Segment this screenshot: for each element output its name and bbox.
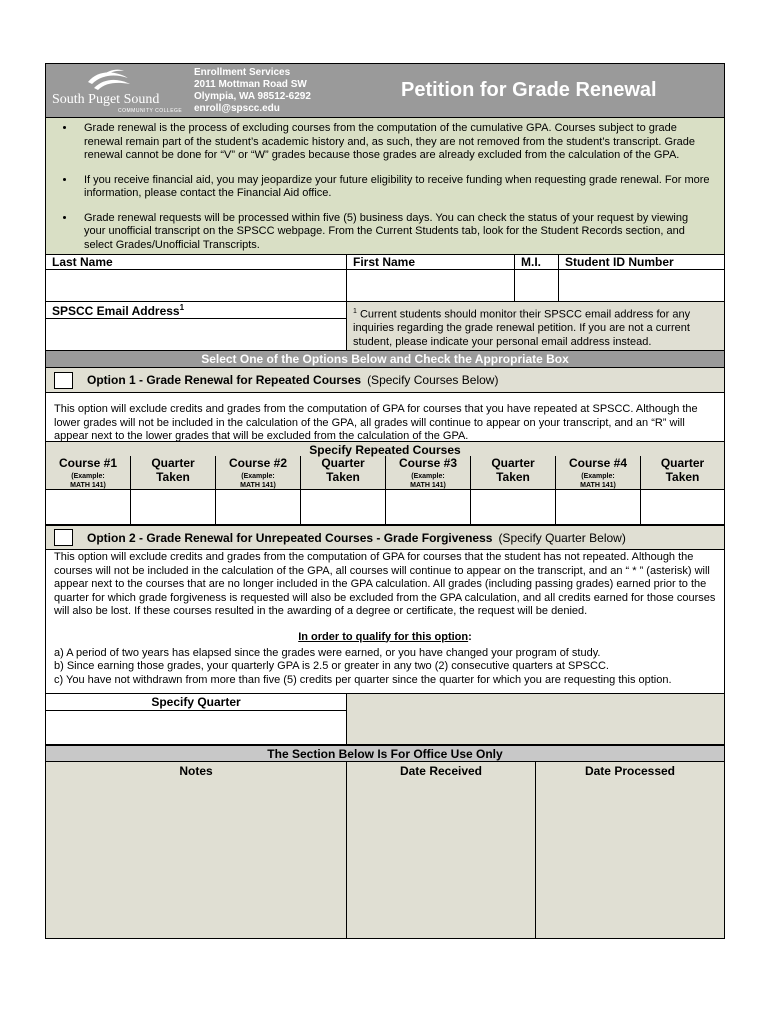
mi-field[interactable]: [515, 270, 559, 301]
option-2-section: [46, 550, 724, 693]
form-title: Petition for Grade Renewal: [401, 79, 657, 101]
quarter-3-header: Quarter Taken: [471, 456, 556, 489]
quarter-4-input[interactable]: [641, 490, 724, 524]
condition-item: b) Since earning those grades, your quarterly GPA is 2.5 or greater in any two (2) consecutive quarters at SPSCC.: [54, 660, 609, 672]
address-line: Olympia, WA 98512-6292: [194, 91, 311, 102]
option-2-checkbox[interactable]: [54, 529, 73, 546]
name-labels-row: [46, 255, 724, 270]
intro-section: [46, 118, 724, 255]
quarter-4-header: Quarter Taken: [660, 456, 705, 484]
grade-renewal-form: [45, 63, 725, 939]
quarter-1-input[interactable]: [131, 490, 216, 524]
option-1-checkbox[interactable]: [54, 372, 73, 389]
course-2-input[interactable]: [216, 490, 301, 524]
intro-bullet: • Grade renewal requests will be processed within five (5) business days. You can check the status of your request by viewing your unofficial transcript on the SPSCC webpage. From the Current Students tab, look for the Student Records section, and select Grades/Unofficial Transcripts.: [76, 212, 712, 253]
office-use-section: [46, 762, 724, 938]
college-logo: [46, 64, 186, 118]
repeated-courses-title: Specify Repeated Courses: [309, 443, 461, 457]
qualify-heading: In order to qualify for this option:: [298, 630, 472, 643]
logo-subtitle: COMMUNITY COLLEGE: [118, 107, 183, 114]
email-field[interactable]: [46, 318, 346, 350]
option-2-hint: (Specify Quarter Below): [498, 530, 626, 545]
name-inputs-row: [46, 270, 724, 302]
email-cell: [46, 302, 347, 350]
student-id-label: Student ID Number: [565, 255, 674, 269]
logo-name: South Puget Sound: [52, 91, 160, 107]
last-name-field[interactable]: [46, 270, 347, 301]
address-line: Enrollment Services: [194, 67, 291, 78]
email-address-link[interactable]: enroll@spscc.edu: [194, 103, 280, 114]
specify-quarter-label: Specify Quarter: [151, 695, 241, 709]
intro-bullet: • Grade renewal is the process of excluding courses from the computation of the cumulative GPA. Courses subject to grade renewal remain part of the student’s academic history and, as such, they are not removed from the student’s transcript. Grade renewal cannot be done for “V” or “W” grades because those grades are already excluded from the calculation of the GPA.: [76, 122, 712, 163]
course-4-header: Course #4 (Example: MATH 141): [556, 456, 641, 489]
option-1-row: [46, 368, 724, 393]
option-1-description: This option will exclude credits and grades from the computation of GPA for courses that you have repeated at SPSCC. Although the lower grades will not be included in the calculation of the GPA, all grades will continue to appear on your transcript, and an “R” will appear next to the lower grades that will be excluded from the calculation of the GPA.: [46, 393, 724, 442]
condition-item: c) You have not withdrawn from more than five (5) credits per quarter since the quarter for which you are requesting this option.: [54, 673, 672, 686]
intro-bullet: • If you receive financial aid, you may jeopardize your future eligibility to receive funding when requesting grade renewal. For more information, please contact the Financial Aid office.: [76, 174, 712, 201]
option-2-row: [46, 525, 724, 550]
course-3-input[interactable]: [386, 490, 471, 524]
office-address: [194, 67, 311, 115]
specify-quarter-field[interactable]: [46, 710, 346, 744]
course-3-header: Course #3 (Example: MATH 141): [386, 456, 471, 489]
course-2-header: Course #2 (Example: MATH 141): [216, 456, 301, 489]
specify-quarter-blank: [347, 694, 724, 744]
quarter-2-header: Quarter Taken: [301, 456, 386, 489]
student-id-field[interactable]: [559, 270, 724, 301]
first-name-field[interactable]: [347, 270, 515, 301]
option-2-description: This option will exclude credits and grades from the computation of GPA for courses that the student has not repeated. Although the courses will not be included in the calculation of the GPA, all courses will continue to appear on the transcript, and an “ * ” (asterisk) will appear next to the courses that are no longer included in the GPA calculation. All grades (including passing grades) earned prior to the quarter for which grade forgiveness is requested will also be excluded from the GPA calculation, and all credits earned for those courses will also be lost. If these courses resulted in the awarding of a degree or certificate, the request will be denied.: [54, 551, 716, 617]
option-2-label: Option 2 - Grade Renewal for Unrepeated Courses - Grade Forgiveness: [87, 530, 493, 545]
repeated-courses-header: [46, 442, 724, 490]
form-header: [46, 64, 724, 118]
specify-quarter-row: [46, 693, 724, 745]
last-name-label: Last Name: [46, 255, 347, 269]
date-received-cell[interactable]: Date Received: [347, 762, 536, 938]
option-1-hint: (Specify Courses Below): [367, 373, 499, 387]
address-line: 2011 Mottman Road SW: [194, 79, 307, 90]
quarter-1-header: Quarter Taken: [131, 456, 216, 489]
email-footnote: $^1$ Current students should monitor their SPSCC email address for any inquiries regarding the grade renewal petition. If you are not a current student, please indicate your personal email address instead.: [347, 302, 724, 350]
first-name-label: First Name: [347, 255, 515, 269]
qualify-conditions: [46, 643, 724, 688]
quarter-3-input[interactable]: [471, 490, 556, 524]
notes-cell[interactable]: Notes: [46, 762, 347, 938]
office-use-band: The Section Below Is For Office Use Only: [46, 745, 724, 762]
course-1-input[interactable]: [46, 490, 131, 524]
quarter-2-input[interactable]: [301, 490, 386, 524]
condition-item: a) A period of two years has elapsed since the grades were earned, or you have changed your program of study.: [54, 646, 601, 659]
mi-label: M.I.: [515, 255, 559, 269]
course-1-header: Course #1 (Example: MATH 141): [46, 456, 131, 489]
waves-logo-icon: [84, 68, 134, 92]
specify-quarter-cell: [46, 694, 347, 744]
select-option-band: Select One of the Options Below and Check the Appropriate Box: [46, 351, 724, 368]
email-label: SPSCC Email Address$^1$: [52, 303, 185, 318]
courses-input-row: [46, 490, 724, 525]
email-row: [46, 302, 724, 351]
option-1-label: Option 1 - Grade Renewal for Repeated Courses: [87, 373, 362, 387]
date-processed-cell[interactable]: Date Processed: [584, 764, 676, 778]
course-4-input[interactable]: [556, 490, 641, 524]
